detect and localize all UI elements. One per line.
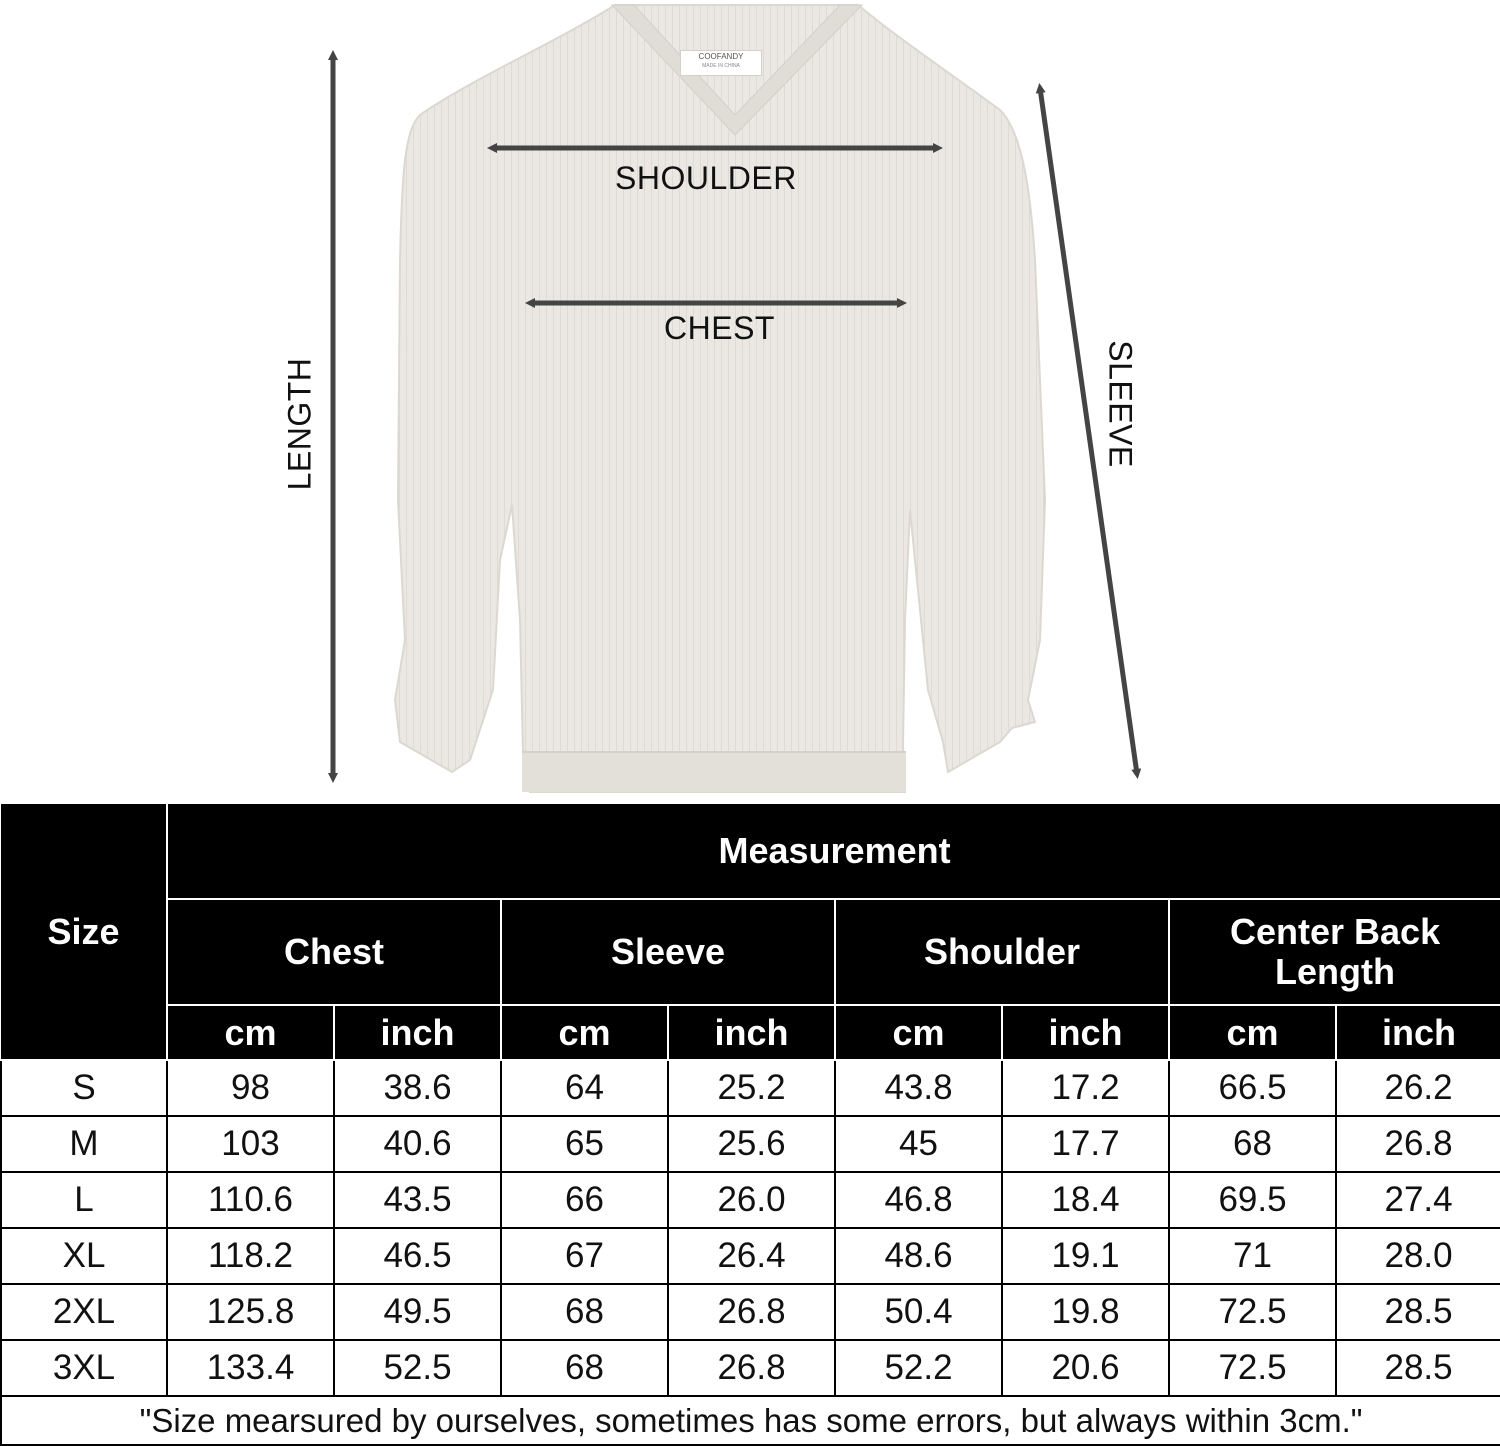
value-cell: 17.2 [1002, 1060, 1169, 1116]
unit-header: inch [1002, 1005, 1169, 1060]
table-row [1, 1060, 1500, 1116]
size-cell: S [1, 1060, 167, 1116]
value-cell: 125.8 [167, 1284, 334, 1340]
value-cell: 49.5 [334, 1284, 501, 1340]
value-cell: 103 [167, 1116, 334, 1172]
sweater-body [395, 5, 1045, 792]
value-cell: 66.5 [1169, 1060, 1336, 1116]
chest-header: Chest [167, 899, 501, 1005]
size-cell: XL [1, 1228, 167, 1284]
unit-header: cm [167, 1005, 334, 1060]
table-row [1, 1172, 1500, 1228]
value-cell: 27.4 [1336, 1172, 1500, 1228]
value-cell: 38.6 [334, 1060, 501, 1116]
value-cell: 52.2 [835, 1340, 1002, 1396]
table-row [1, 1284, 1500, 1340]
value-cell: 66 [501, 1172, 668, 1228]
value-cell: 26.4 [668, 1228, 835, 1284]
value-cell: 26.0 [668, 1172, 835, 1228]
value-cell: 67 [501, 1228, 668, 1284]
value-cell: 46.5 [334, 1228, 501, 1284]
unit-header: cm [835, 1005, 1002, 1060]
size-cell: 3XL [1, 1340, 167, 1396]
value-cell: 72.5 [1169, 1284, 1336, 1340]
value-cell: 68 [501, 1340, 668, 1396]
value-cell: 118.2 [167, 1228, 334, 1284]
sleeve-label: SLEEVE [1102, 340, 1139, 468]
center-back-length-header: Center Back Length [1169, 899, 1500, 1005]
value-cell: 20.6 [1002, 1340, 1169, 1396]
value-cell: 19.8 [1002, 1284, 1169, 1340]
size-cell: 2XL [1, 1284, 167, 1340]
value-cell: 25.6 [668, 1116, 835, 1172]
size-chart-table [0, 804, 1500, 1446]
value-cell: 28.5 [1336, 1340, 1500, 1396]
value-cell: 50.4 [835, 1284, 1002, 1340]
size-cell: L [1, 1172, 167, 1228]
value-cell: 28.0 [1336, 1228, 1500, 1284]
value-cell: 52.5 [334, 1340, 501, 1396]
value-cell: 25.2 [668, 1060, 835, 1116]
value-cell: 26.8 [1336, 1116, 1500, 1172]
value-cell: 46.8 [835, 1172, 1002, 1228]
value-cell: 68 [501, 1284, 668, 1340]
value-cell: 26.2 [1336, 1060, 1500, 1116]
value-cell: 64 [501, 1060, 668, 1116]
value-cell: 26.8 [668, 1340, 835, 1396]
value-cell: 18.4 [1002, 1172, 1169, 1228]
brand-tag-text: COOFANDY [698, 52, 744, 61]
length-label: LENGTH [281, 357, 318, 491]
size-cell: M [1, 1116, 167, 1172]
measurement-note: "Size mearsured by ourselves, sometimes has some errors, but always within 3cm." [1, 1396, 1500, 1445]
chest-label: CHEST [664, 310, 775, 346]
table-row [1, 1228, 1500, 1284]
table-row [1, 1340, 1500, 1396]
table-row [1, 1116, 1500, 1172]
unit-header: cm [1169, 1005, 1336, 1060]
value-cell: 65 [501, 1116, 668, 1172]
value-cell: 133.4 [167, 1340, 334, 1396]
unit-header: inch [1336, 1005, 1500, 1060]
value-cell: 43.8 [835, 1060, 1002, 1116]
brand-tag-subtext: MADE IN CHINA [702, 63, 740, 69]
shoulder-label: SHOULDER [615, 160, 797, 196]
sleeve-header: Sleeve [501, 899, 835, 1005]
shoulder-header: Shoulder [835, 899, 1169, 1005]
value-cell: 69.5 [1169, 1172, 1336, 1228]
hem-band [522, 752, 906, 792]
value-cell: 26.8 [668, 1284, 835, 1340]
value-cell: 40.6 [334, 1116, 501, 1172]
value-cell: 71 [1169, 1228, 1336, 1284]
value-cell: 68 [1169, 1116, 1336, 1172]
size-header: Size [1, 804, 167, 1060]
unit-header: inch [668, 1005, 835, 1060]
value-cell: 43.5 [334, 1172, 501, 1228]
value-cell: 98 [167, 1060, 334, 1116]
brand-tag [680, 50, 762, 76]
value-cell: 110.6 [167, 1172, 334, 1228]
value-cell: 28.5 [1336, 1284, 1500, 1340]
value-cell: 19.1 [1002, 1228, 1169, 1284]
value-cell: 48.6 [835, 1228, 1002, 1284]
unit-header: cm [501, 1005, 668, 1060]
measurement-header: Measurement [167, 804, 1500, 899]
value-cell: 45 [835, 1116, 1002, 1172]
value-cell: 72.5 [1169, 1340, 1336, 1396]
unit-header: inch [334, 1005, 501, 1060]
value-cell: 17.7 [1002, 1116, 1169, 1172]
